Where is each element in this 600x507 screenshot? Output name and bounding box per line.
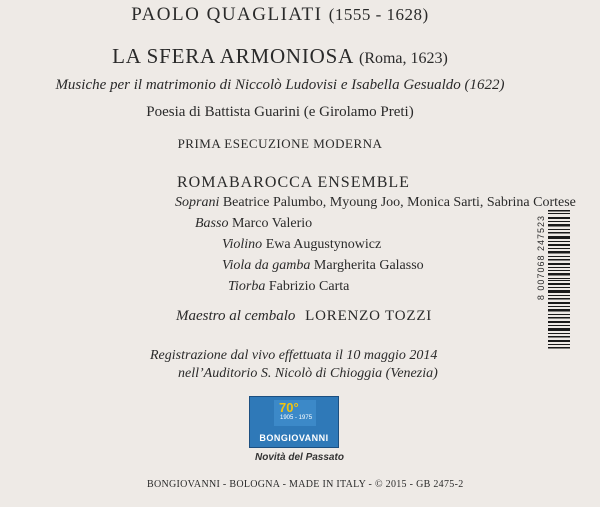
anniversary-years: 1905 - 1975 [280,415,313,421]
maestro-role: Maestro al cembalo [176,308,296,324]
poetry-credit: Poesia di Battista Guarini (e Girolamo Preti) [146,104,414,120]
recording-info-line2: nell’Auditorio S. Nicolò di Chioggia (Venezia) [178,366,438,381]
role-label: Tiorba [228,279,266,294]
performer-names: Marco Valerio [231,216,313,231]
composer-name: PAOLO QUAGLIATI [131,4,323,25]
album-title: LA SFERA ARMONIOSA [112,44,353,68]
performer-row-violino [222,237,381,253]
series-name: Novità del Passato [255,452,344,463]
maestro-line [176,308,432,325]
role-label: Viola da gamba [222,258,311,273]
brand-name: BONGIOVANNI [259,433,329,443]
performer-row-viola [222,258,424,274]
album-title-note: (Roma, 1623) [358,50,448,67]
bongiovanni-logo [249,396,339,448]
role-label: Violino [222,237,263,252]
barcode-number: 8 007068 247523 [536,215,546,301]
anniversary-number: 70° [279,400,299,415]
album-subtitle: Musiche per il matrimonio di Niccolò Ludovisi e Isabella Gesualdo (1622) [55,77,505,93]
role-label: Soprani [175,195,220,210]
performer-names: Beatrice Palumbo, Myoung Joo, Monica Sarti, Sabrina Cortese [222,195,576,210]
album-title-line [0,44,560,69]
performer-row-soprani [175,195,576,211]
composer-line [0,4,560,26]
role-label: Basso [195,216,229,231]
recording-info-line1: Registrazione dal vivo effettuata il 10 maggio 2014 [150,348,438,363]
performer-row-basso [195,216,312,232]
maestro-name: LORENZO TOZZI [305,308,433,324]
premiere-label: PRIMA ESECUZIONE MODERNA [177,136,383,151]
composer-dates: (1555 - 1628) [328,5,429,24]
barcode-icon [548,210,570,350]
performer-row-tiorba [228,279,349,295]
footer-copyright: BONGIOVANNI - BOLOGNA - MADE IN ITALY - © 2015 - GB 2475-2 [147,479,464,490]
ensemble-name: ROMABAROCCA ENSEMBLE [177,174,410,191]
performer-names: Margherita Galasso [313,258,424,273]
barcode [548,210,574,360]
performer-names: Ewa Augustynowicz [265,237,382,252]
performer-names: Fabrizio Carta [268,279,350,294]
